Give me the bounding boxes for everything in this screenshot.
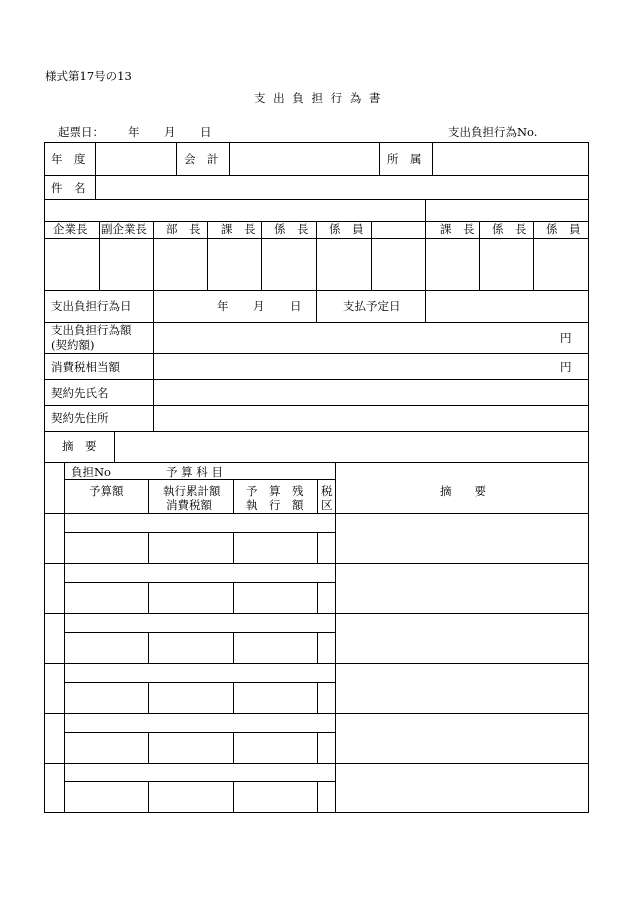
approval-kakariin: 係 員 [329,222,364,236]
kamoku-label: 予 算 科 目 [166,465,223,479]
yosangaku-label: 予算額 [89,484,124,498]
pay-date-label: 支払予定日 [343,299,401,313]
approval-bucho: 部 長 [166,222,201,236]
amount-label: 支出負担行為額 [51,323,132,337]
nendo-label: 年 度 [51,152,86,166]
futan-no-label: 負担No [71,465,111,479]
amount-sublabel: (契約額) [51,338,95,352]
shozoku-label: 所 属 [387,152,422,166]
shikko-label-2: 消費税額 [166,498,212,512]
shikko-label-1: 執行累計額 [163,484,221,498]
zei-label-1: 税 [321,484,333,498]
zei-label-2: 区 [321,498,333,512]
approval-kakaricho: 係 長 [274,222,309,236]
kihyo-label: 起票日： [58,125,104,139]
kaikei-label: 会 計 [184,152,219,166]
form-number: 様式第17号の13 [45,69,132,83]
act-date-month: 月 [253,299,265,313]
page-title: 支 出 負 担 行 為 書 [254,91,383,105]
amount-unit: 円 [560,331,572,345]
kihyo-day: 日 [200,125,212,139]
contractor-address-label: 契約先住所 [51,411,109,425]
zan-label-1: 予 算 残 [246,484,304,498]
kihyo-month: 月 [164,125,176,139]
approval-kigyocho: 企業長 [53,222,88,236]
kenmei-label: 件 名 [51,181,86,195]
tax-label: 消費税相当額 [51,360,120,374]
tax-unit: 円 [560,360,572,374]
tekiyo-label: 摘 要 [62,439,97,453]
act-date-label: 支出負担行為日 [51,299,132,313]
approval-kakariin-2: 係 員 [546,222,581,236]
act-date-day: 日 [290,299,302,313]
kihyo-year: 年 [128,125,140,139]
act-date-year: 年 [217,299,229,313]
approval-kakaricho-2: 係 長 [492,222,527,236]
budget-tekiyo-label: 摘 要 [440,484,486,498]
approval-fukukigyocho: 副企業長 [101,222,147,236]
contractor-name-label: 契約先氏名 [51,386,109,400]
act-no-label: 支出負担行為No. [448,125,538,139]
approval-kacho: 課 長 [221,222,256,236]
zan-label-2: 執 行 額 [246,498,304,512]
approval-kacho-2: 課 長 [440,222,475,236]
